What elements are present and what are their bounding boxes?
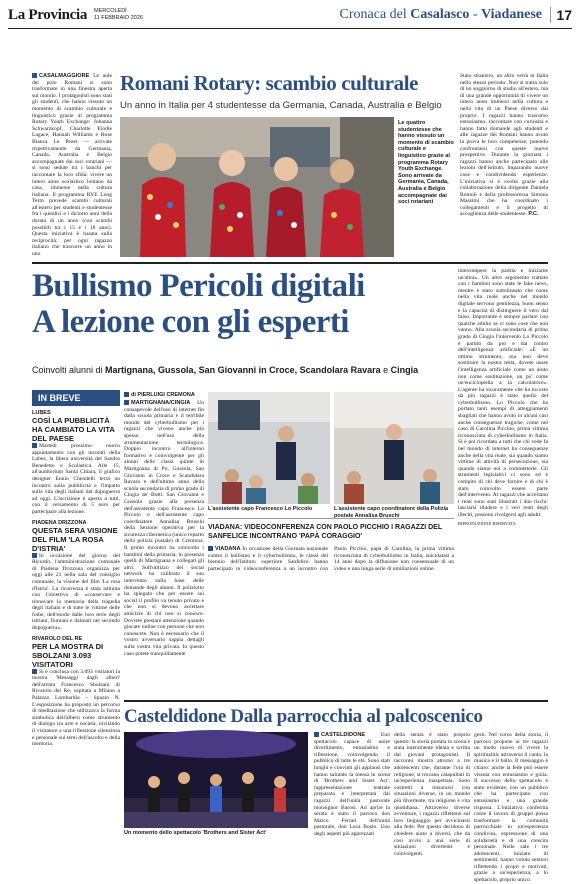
bullismo-main-column <box>124 400 204 690</box>
casteldidone-column-2: della serata è stato proprio questo: la storia portata in scena è stata interamente ideata e scritta dai giovani protagonisti. Il racconto mostra attorno a tre adolescenti che, durante l'ora di religione, si trovano catapultati in un'esperienza inaspettata. Sono costretti a misurarsi con situazioni diverse, in un mondo più divertente, tra religione e vita quotidiana. Attraverso diverse avventure, i ragazzi riflettono sul loro linguaggio per avvicinarsi alla fede. Per questo decidono di chiedere aiuto a diversi, che da così avvio a una serie di situazioni divertenti e coinvolgenti. <box>394 732 470 857</box>
kicker-square-icon <box>314 732 319 737</box>
rotary-photo-illustration <box>120 117 394 257</box>
lo-piccolo-photo <box>208 392 330 504</box>
rotary-lead-text: Le aule del polo Romani si sono trasformate in una finestra aperta sul mondo. I protagonisti sono stati gli studenti, che hanno vissuto un momento di scambio culturale e linguistico grazie al programma Rotary Youth Exchange: Johanna Schwarzkopf, Charlotte Elodie Lagace, Hannah Williams e Rose Bianca Le Pezet — arrivate rispettivamente da Germania, Canada, Australia e Belgio accompagnate dai soci rotariani — si sono sedute tra i banchi per raccontare la loro sfida: vivere un intero anno scolastico lontano da casa, immerse nella cultura italiana. Il programma RYE Long Term prevede scambi culturali all'estero per studenti e studentesse fra i quindici e i diciotto anni della durata di un anno (con scambi possibili tra i 15 e i 18 anni). Questa iniziativa è basata sulla reciprocità: per ogni ragazzo italiano che trascorre un anno in uno <box>32 73 112 258</box>
bullismo-title-line2: A lezione con gli esperti <box>32 304 349 340</box>
rotary-signature: P.C. <box>528 211 539 218</box>
brevi-location: RIVAROLO DEL RE <box>32 635 83 642</box>
in-breve-list <box>32 410 120 855</box>
kicker-square-icon <box>124 392 129 397</box>
brevi-text: Martedì prossimo nuovo appuntamento con gli incontri della Lubes, la libera università del Sandro Benedetto e Scolastica. Alle 15, all'auditorium Santa Chiara, il grafico designer Ennio Chendelli terrà un incontro sulla pubblicità e l'impatto sulla vita degli italiani dal dopoguerra ad oggi. L'iscrizione è aperta a tutti, con il versamento di 5 euro per partecipare alla lezione. <box>32 443 120 515</box>
issue-date <box>94 8 143 21</box>
rotary-subtitle: Un anno in Italia per 4 studentesse da Germania, Canada, Australia e Belgio <box>120 100 442 111</box>
stage-photo-illustration <box>124 732 308 828</box>
kicker-square-icon <box>32 73 37 78</box>
viadana-text-block <box>208 546 454 572</box>
brevi-body <box>32 443 120 516</box>
bullismo-byline-text: di PIERLUIGI CREMONA <box>131 392 195 398</box>
section-area: Viadanese <box>481 7 542 22</box>
kicker-square-icon <box>32 553 37 558</box>
section-divider <box>32 262 548 264</box>
bullismo-subtitle-towns: Martignana, Gussola, San Giovanni in Croce, Scandolara Ravara <box>105 365 381 375</box>
rotary-lead-column <box>32 73 112 256</box>
brevi-body <box>32 553 120 632</box>
brevi-title: PER LA MOSTRA DI SBOLZANI 3.093 VISITATORI <box>32 641 104 669</box>
casteldidone-show-photo <box>124 732 308 828</box>
brevi-item <box>32 636 120 748</box>
brevi-title: QUESTA SERA VISIONE DEL FILM 'LA ROSA D'ISTRIA' <box>32 525 118 553</box>
issue-day: MERCOLEDÌ <box>94 8 127 14</box>
kicker-square-icon <box>32 443 37 448</box>
bullismo-title-line1: Bullismo Pericoli digitali <box>32 268 365 304</box>
viadana-body <box>208 546 454 656</box>
viadana-title: VIADANA: VIDEOCONFERENZA CON PAOLO PICCHIO I RAGAZZI DEL SANFELICE INCONTRANO 'PAPÀ CORAGGIO' <box>208 524 442 540</box>
section-divider-2 <box>124 700 548 702</box>
bullismo-right-text: interrompere la partita e iniziarne un'altra». Un altro argomento trattato con i bambini sono state le fake news, mentre è stato sottolineato che come nella vita reale anche nel mondo digitale servono gentilezza, buon senso e la capacità di distinguere il vero dal falso. Importante è sempre parlare con qualche adulto se ci sono cose che non vanno. Alla scuola secondaria di primo grado di Cingia l'intervento Lo Piccolo è partito da pro e dai contro dell'intelligenza artificiale: «È un ottimo strumento, ma non deve sostituire la nostra testa, dovete usare l'intelligenza artificiale come un aiuto non come sostituzione, un po' come un'enciclopedia a la calcolatrice». L'agente ha sicuramente che ha toccato da più ragazzi è stato quello del cyberbullismo. Lo Piccolo che ha portato tanti esempi di atteggiamenti sbagliati che hanno avuto in alcuni casi anche conseguenze tragiche, come nel caso di Carolina Picchio, prima vittima riconosciuta di cyberbullismo in Italia. Si è poi ricordato a tutti che chi vede fa nel mondo di internet ha conseguenze anche nella vita reale, sia quando siamo vittime di attività di persecuzione, sia quando siamo noi a commetterle. Gli strumenti legislativi ci sono ed è compito di chi deve fornire e di chi è stato coinvolto essere parte dell'intervento. Al ragazzi che accertano i reati sono stati illustrati i due rischi: lasciarsi illudere e i veri reati degli illeciti, possono rivolgersi agli adulti. <box>458 268 548 518</box>
in-breve-header: IN BREVE <box>32 390 120 406</box>
casteldidone-title: Casteldidone Dalla parrocchia al palcoscenico <box>124 706 483 727</box>
brevi-item <box>32 410 120 516</box>
section-town: Casalasco <box>410 7 470 22</box>
bullismo-subtitle-last: Cingia <box>390 365 419 375</box>
bullismo-byline <box>124 392 204 398</box>
viadana-text: In occasione della Giornata nazionale contro il bullismo e il cyberbullismo, le classi del biennio dell'Istituto superiore Sanfelice hanno partecipato in videoconferenza a un incontro con Paolo Picchio, papà di Carolina, la prima vittima riconosciuta di cyberbullismo in Italia, suicidatasi a 14 anni dopo la diffusione non consensuale di un video e una lunga serie di umiliazioni online. <box>208 546 454 572</box>
brevi-location: LUBES <box>32 410 51 416</box>
casteldidone-kicker: CASTELDIDONE <box>321 732 366 738</box>
kicker-square-icon <box>32 669 37 674</box>
brevi-title: COSÌ LA PUBBLICITÀ HA CAMBIATO LA VITA DEL PAESE <box>32 416 115 443</box>
bruschi-photo <box>334 392 454 504</box>
page-number: 17 <box>550 7 572 23</box>
section-separator: - <box>469 7 482 22</box>
bullismo-right-column <box>458 268 548 698</box>
brevi-text: Si è conclusa con 3.093 visitatori la mostra 'Messaggi dagli alberi' dell'artista Francesco Sbolzani di Rivarolo del Re, ospitata a Milano a Palazzo Lombardia – Spazio N. L'esposizione ha proposto un percorso di meditazione che utilizzava la forma simbolica dell'albero come strumento di dialogo tra arte e società, invitando il visitatore a una riflessione silenziosa e personale sui temi dell'ascolto e della memoria. <box>32 668 120 748</box>
masthead <box>8 6 572 29</box>
bullismo-main-text: Un consapevole dell'uso di internet fin dalla scuola primaria e il terribile mondo del cyberbullismo per i ragazzi che vivono anche più spesso nell'uso della strumentazione tecnologica. Doppio incontro all'interno formativo e coinvolgente per gli alunni delle classi quinte di Martignana di Po, Gussola, San Giovanni in Croce e Scandolara Ravara e dell'ultimo anno della scuola secondaria di primo grado di Cingia de' Botti. San Giovanni e Gussola grazie alla presenza dell'assistente capo Francesco Lo Piccolo e dell'assistente capo coordinatore Annalisa Bruschi della Sezione operativa per la sicurezza cibernetica (unico reparto della polizia postale) di Cremona. Il primo incontro ha coinvolto i bambini della primaria, in presenza quelli di Martignana e collegati gli altri. Sull'utilizzo dei social network ha calibrato il suo intervento sulla base delle domande degli alunni. Il poliziotto ha spiegato che per essere sui social il profilo va tenuto privato e che non si devono accettare amicizie di chi non si conosce. Dovrete prestare attenzione quando giocate online con persone che non conoscete. Non è necessario che il vostro avversario sappia dettagli sulla vostra vita privata. In questo caso potete tranquillamente <box>124 400 204 657</box>
kicker-square-icon <box>124 400 129 405</box>
rotary-right-text: Stato straniero, un altro verrà in Italia nello stesso periodo. Non si tratta solo di un soggiorno di studio all'estero, ma di una grande opportunità di vivere un intero anno immersi nella cultura e nella vita di un Paese diverso dal proprio. I ragazzi hanno trascorso entusiasmo, raccontare con curiosità e hanno fatto domande agli studenti e alle ragazze dei Romani hanno avuto la prova le loro competenze, potendo confrontarsi con queste nuove prospettive. Durante la giornata i ragazzi hanno anche partecipato alle lezioni dell'istituto, imparando nuove cose e condividendo esperienze. L'iniziativa si è svolta grazie alla collaborazione della dirigente Daniela Romoli e della professoressa Simona Massimi che ha coordinato i collegamenti e il progetto di accoglienza delle studentesse. <box>460 73 548 218</box>
rotary-photo-caption: Le quattro studentesse che hanno vissuto un momento di scambio culturale e linguistico grazie al programma Rotary Youth Exchange. Sono arrivate da Germania, Canada, Australia e Belgio accompagnate dai soci rotariani <box>398 120 454 206</box>
issue-date-full: 11 FEBBRAIO 2026 <box>94 14 143 21</box>
casteldidone-column-3: gesti. Nel corso della storia, il parroco propone ai tre ragazzi un modo nuovo di vivere la spiritualità: attraverso il canto, la musica e il ballo. Il messaggio è chiaro: anche la fede può essere vissuta con entusiasmo e gioia. Il successo dello spettacolo è stato evidente, con un pubblico che ha partecipato con entusiasmo e una grande risposta. L'iniziativa conferma come il lavoro di gruppo possa trasformare la comunità parrocchiale in un'esperienza condivisa, espressione di una solidarietà e di una crescita personale. Nelle sale i tre adolescenti, iniziato di sentimenti, hanno voluto sentirsi riflettendo i propri e motivati, grazie a un'esperienza, a lo spettacolo, proprio unico. <box>474 732 548 884</box>
rotary-right-column <box>460 73 548 253</box>
bullismo-subtitle <box>32 365 452 375</box>
kicker-square-icon <box>208 546 213 551</box>
brevi-item <box>32 520 120 632</box>
viadana-divider <box>208 518 454 519</box>
classroom-photo-illustration-2 <box>334 392 454 504</box>
rotary-title: Romani Rotary: scambio culturale <box>120 71 419 95</box>
copyright-note: RIPRODUZIONE RISERVATA <box>458 520 516 526</box>
classroom-photo-illustration <box>208 392 330 504</box>
section-title <box>340 7 542 23</box>
bullismo-subtitle-prefix: Coinvolti alunni di <box>32 365 106 375</box>
casteldidone-text-1: Uno spettacolo capace di unire divertimento, entusiasmo e riflessione, coinvolgendo il pubblico di tutte le età. Sono stati lunghi e convinti gli applausi che hanno salutato la messa in scena di 'Brothers and Sister Act', rappresentazione teatrale preparata e interpretata dai ragazzi dell'unità pastorale monsignor Barosi. Ad aprire la serata è stato il parroco don Marco Ferrari dell'unità pastorale, don Luca Bosio. Uno degli aspetti più apprezzati <box>314 732 390 837</box>
rotary-kicker: CASALMAGGIORE <box>39 73 90 79</box>
bullismo-kicker: MARTIGNANA/CINGIA <box>131 400 191 406</box>
bullismo-title <box>32 268 452 340</box>
newspaper-name: La Provincia <box>8 7 88 23</box>
casteldidone-photo-caption: Un momento dello spettacolo 'Brothers and Sister Act' <box>124 830 267 836</box>
section-prefix: Cronaca del <box>339 7 411 22</box>
casteldidone-column-1 <box>314 732 390 837</box>
bruschi-caption: L'assistente capo coordinatore della Polizia postale Annalisa Bruschi <box>334 506 449 519</box>
rotary-students-photo <box>120 117 394 257</box>
bullismo-subtitle-and: e <box>380 365 391 375</box>
brevi-body <box>32 669 120 748</box>
lo-piccolo-caption: L'assistente capo Francesco Lo Piccolo <box>208 506 313 512</box>
viadana-kicker: VIADANA <box>215 546 241 552</box>
brevi-location: PIADENA DRIZZONA <box>32 519 87 526</box>
brevi-text: In occasione del giorno del Ricordo, l'amministrazione comunale di Piadena Drizzona organizza per oggi alle 21 nella sala del consiglio comunale, la visione del film 'La rosa d'Istria'. La ricorrenza è stata istituita con l'obiettivo di «conservare e rinnovare la memoria della tragedia degli italiani e di tutte le vittime delle foibe, dell'esodo dalle loro terre degli istriani, fiumani e dalmati nel secondo dopoguerra». <box>32 552 120 632</box>
